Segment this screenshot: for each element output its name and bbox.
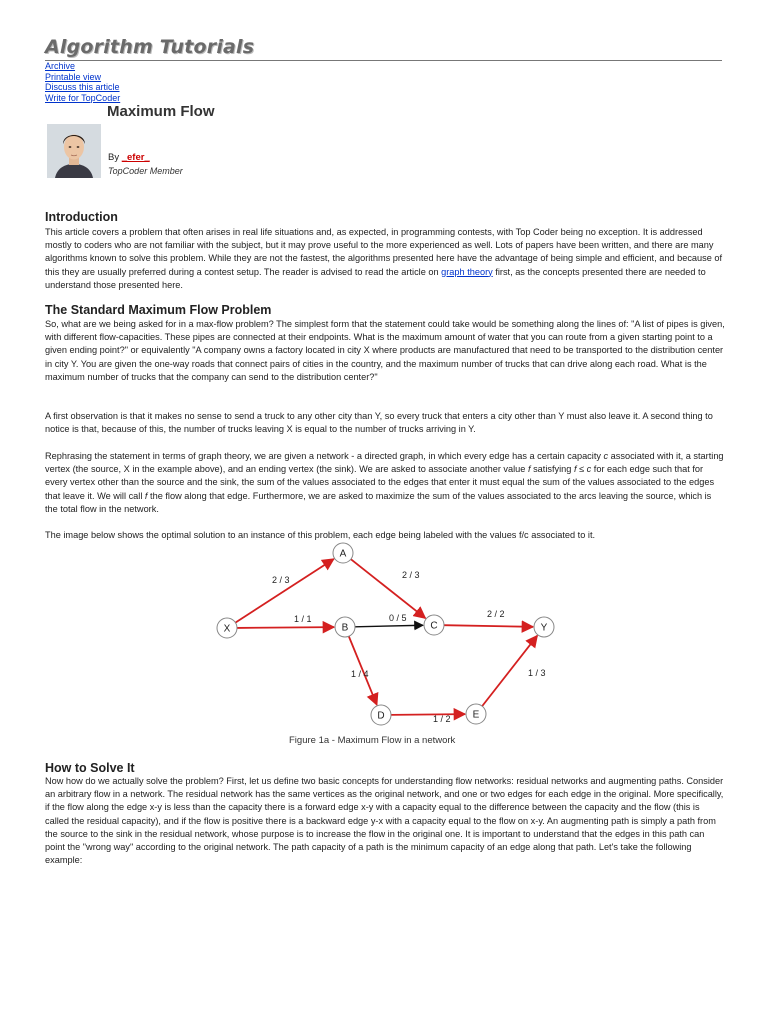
standard-paragraph-4: The image below shows the optimal solution to an instance of this problem, each edge being labeled with the values f/c associated to it. [45,530,596,540]
standard-paragraph-2: A first observation is that it makes no sense to send a truck to any other city than Y, so every truck that enters a city other than Y must also leave it. A second thing to notice is that, because of this, the number of trucks leaving X is equal to the number of trucks arriving in Y. [45,411,713,435]
node-label-a: A [339,548,347,560]
node-label-d: D [377,710,385,722]
edge-c-y [444,625,533,627]
edge-label-c-y: 2 / 2 [487,609,505,619]
edge-label-d-e: 1 / 2 [433,714,451,724]
byline [108,152,150,163]
article-title: Maximum Flow [107,103,215,120]
write-for-topcoder-link[interactable]: Write for TopCoder [45,92,121,103]
edge-label-x-b: 1 / 1 [294,614,312,624]
how-to-solve-heading: How to Solve It [45,761,135,775]
p3-text-a: Rephrasing the statement in terms of graph theory, we are given a network - a directed graph, in which every edge has a certain capacity [45,451,604,461]
introduction-paragraph [45,226,725,292]
node-label-x: X [223,623,231,635]
solve-paragraph: Now how do we actually solve the problem? First, let us define two basic concepts for understanding flow networks: residual networks and augmenting paths. Consider an arbitrary flow in a network. The residual network has the same vertices as the original network, and one or two edges for each edge in the original. More specifically, if the flow along the edge x-y is less than the capacity there is a forward edge x-y with a capacity equal to the difference between the capacity and the flow (this is called the residual capacity), and if the flow is positive there is a backward edge y-x with a capacity equal to the flow on x-y. An augmenting path is simply a path from the source to the sink in the residual network, whose purpose is to increase the flow in the original one. It is important to understand that the edges in this path can point the "wrong way" according to the original network. The path capacity of a path is the minimum capacity of an edge along that path. Let's take the following example: [45,776,724,866]
site-logo: Algorithm Tutorials [45,36,255,58]
standard-problem-heading: The Standard Maximum Flow Problem [45,303,272,317]
edge-label-e-y: 1 / 3 [528,668,546,678]
edge-label-b-c: 0 / 5 [389,613,407,623]
p3-text-d: satisfying [530,464,574,475]
author-link[interactable]: _efer_ [121,152,150,163]
printable-view-link[interactable]: Printable view [45,71,102,82]
standard-paragraph-1: So, what are we being asked for in a max-flow problem? The simplest form that the statement could take would be something along the lines of: "A list of pipes is given, with different flow-capacities. These pipes are connected at their endpoints. What is the maximum amount of water that you can route from a given starting point to a given ending point?" or equivalently "A company owns a factory located in city X where products are manufactured that need to be transported to the distribution center in city Y. You are given the one-way roads that connect pairs of cities in the country, and the maximum number of trucks that can drive along each road. What is the maximum number of trucks that the company can send to the distribution center?" [45,319,725,382]
p3-var-f2: f [144,490,148,501]
max-flow-network-figure [200,540,580,735]
p3-text-g: the flow along that edge. Furthermore, we are asked to maximize the sum of the values associated to the arcs leaving the source, which is the total flow in the network. [45,490,712,514]
header-divider [45,60,722,61]
standard-paragraph-3 [45,450,725,516]
node-label-b: B [341,622,349,634]
edge-a-c [351,559,426,618]
p3-var-f: f [527,464,531,475]
p3-inequality: f ≤ c [573,464,592,475]
intro-text-a: This article covers a problem that often arises in real life situations and, as expected, in programming contests, with Top Coder being no exception. It is addressed mostly to coders who are not familiar with the subject, but it may prove useful to the more experienced as well. Lots of papers have been written, and there are many algorithms known to solve this problem. While they are not the fastest, the algorithms presented here have the advantage of being simple and efficient, and because of this they are usually preferred during a contest setup. The reader is advised to read the article on [45,227,723,277]
intro-text-b: first, as the concepts presented there are needed to understand those presented here. [45,266,706,290]
edge-label-a-c: 2 / 3 [402,570,420,580]
edge-label-b-d: 1 / 4 [351,669,369,679]
header-links [45,61,120,103]
edge-x-a [235,559,333,623]
author-avatar [47,124,101,178]
introduction-heading: Introduction [45,210,118,224]
node-label-e: E [472,709,480,721]
archive-link[interactable]: Archive [45,61,76,71]
node-label-y: Y [540,622,548,634]
edge-x-b [237,627,334,628]
edge-label-x-a: 2 / 3 [272,575,290,585]
author-role: TopCoder Member [108,166,183,176]
edge-b-c [355,625,423,627]
figure-caption: Figure 1a - Maximum Flow in a network [289,735,456,746]
graph-theory-link[interactable]: graph theory [441,266,493,277]
edge-d-e [391,714,465,715]
p3-var-c: c [603,451,609,461]
p3-text-e: for each edge such that for every vertex other than the source and the sink, the sum of the values associated to the edges that enter it must equal the sum of the values associated to the edges that leave it. We will call [45,464,715,501]
p3-text-b: associated with it, a starting vertex (the source, X in the example above), and an ending vertex (the sink). We are asked to associate another value [45,451,724,475]
node-label-c: C [430,620,438,632]
discuss-article-link[interactable]: Discuss this article [45,82,120,93]
by-label: By [108,152,120,163]
